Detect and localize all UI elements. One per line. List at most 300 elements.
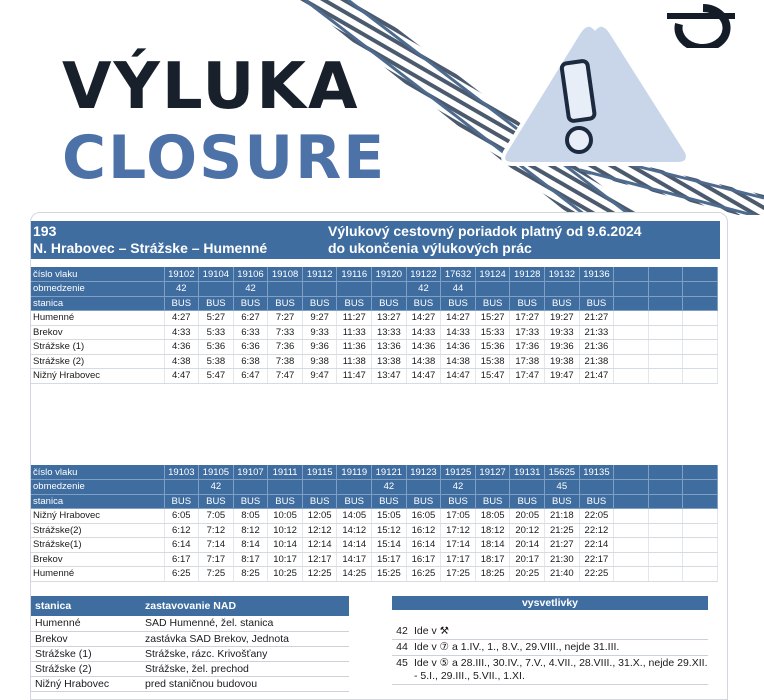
table-row-label: Humenné bbox=[31, 567, 164, 582]
table-row-cell: 12:25 bbox=[302, 567, 337, 582]
table-row-cell: 7:38 bbox=[268, 354, 303, 369]
legend-item bbox=[392, 640, 708, 656]
table-row-cell: 15:33 bbox=[475, 325, 510, 340]
restriction-row-cell bbox=[199, 282, 234, 297]
table-row-cell: 20:12 bbox=[510, 523, 545, 538]
table-row-label: Humenné bbox=[31, 311, 164, 326]
station-mode-row-cell: BUS bbox=[268, 494, 303, 509]
train-number-row-cell: 17632 bbox=[441, 267, 476, 282]
restriction-row-cell bbox=[579, 480, 614, 495]
table-row-cell: 14:05 bbox=[337, 509, 372, 524]
table-row-cell: 9:47 bbox=[302, 369, 337, 384]
table-row bbox=[31, 552, 718, 567]
table-row-cell bbox=[683, 509, 718, 524]
train-number-row-cell bbox=[648, 465, 683, 480]
station-mode-row bbox=[31, 296, 718, 311]
restriction-row-cell bbox=[545, 282, 580, 297]
stop-station: Strážske (2) bbox=[31, 662, 141, 677]
station-mode-row-cell: BUS bbox=[268, 296, 303, 311]
station-mode-row-cell: BUS bbox=[233, 494, 268, 509]
table-row-cell: 9:33 bbox=[302, 325, 337, 340]
table-row-cell: 6:38 bbox=[233, 354, 268, 369]
table-row-cell: 7:12 bbox=[199, 523, 234, 538]
table-row-cell: 17:47 bbox=[510, 369, 545, 384]
train-number-row-cell bbox=[648, 267, 683, 282]
table-row-cell: 19:27 bbox=[545, 311, 580, 326]
station-mode-row-cell: BUS bbox=[372, 296, 407, 311]
restriction-row-cell: 42 bbox=[441, 480, 476, 495]
table-row-cell: 12:14 bbox=[302, 538, 337, 553]
table-row-cell: 5:38 bbox=[199, 354, 234, 369]
legend-code: 45 bbox=[396, 657, 408, 669]
table-row-cell: 13:47 bbox=[372, 369, 407, 384]
route-name: N. Hrabovec – Strážske – Humenné bbox=[33, 240, 268, 256]
table-row-cell: 6:27 bbox=[233, 311, 268, 326]
table-row-cell bbox=[648, 325, 683, 340]
station-mode-row-cell bbox=[648, 494, 683, 509]
restriction-row-cell bbox=[475, 480, 510, 495]
table-row-cell: 15:38 bbox=[475, 354, 510, 369]
table-row-cell: 21:18 bbox=[545, 509, 580, 524]
zssk-logo-icon bbox=[665, 2, 737, 48]
table-row-cell: 17:38 bbox=[510, 354, 545, 369]
table-row-cell: 13:27 bbox=[372, 311, 407, 326]
table-row-cell: 9:27 bbox=[302, 311, 337, 326]
table-row-cell: 18:25 bbox=[475, 567, 510, 582]
table-row-cell: 22:17 bbox=[579, 552, 614, 567]
table-row-cell bbox=[648, 311, 683, 326]
table-row-cell bbox=[614, 567, 649, 582]
restriction-row-cell bbox=[648, 480, 683, 495]
table-row-cell bbox=[683, 567, 718, 582]
table-row-cell: 21:40 bbox=[545, 567, 580, 582]
table-row-cell: 16:17 bbox=[406, 552, 441, 567]
train-number-row-cell: 15625 bbox=[545, 465, 580, 480]
table-row-label: Strážske(1) bbox=[31, 538, 164, 553]
station-mode-row-cell: BUS bbox=[545, 494, 580, 509]
train-number-row-cell: 19115 bbox=[302, 465, 337, 480]
restriction-row bbox=[31, 282, 718, 297]
station-mode-row-cell: BUS bbox=[510, 494, 545, 509]
table-row-label: Nižný Hrabovec bbox=[31, 369, 164, 384]
train-number-row-cell: 19131 bbox=[510, 465, 545, 480]
table-row-cell: 13:38 bbox=[372, 354, 407, 369]
legend-code: 42 bbox=[396, 625, 408, 637]
table-row-cell: 15:05 bbox=[372, 509, 407, 524]
table-row-cell: 21:25 bbox=[545, 523, 580, 538]
station-mode-row-cell: BUS bbox=[406, 296, 441, 311]
station-mode-row-cell: BUS bbox=[302, 494, 337, 509]
table-row-cell: 16:12 bbox=[406, 523, 441, 538]
table-row-cell: 16:14 bbox=[406, 538, 441, 553]
table-row bbox=[31, 616, 349, 631]
table-row-cell: 15:27 bbox=[475, 311, 510, 326]
train-number-row-label: číslo vlaku bbox=[31, 465, 164, 480]
stop-station: Brekov bbox=[31, 631, 141, 646]
table-row-cell: 6:36 bbox=[233, 340, 268, 355]
table-row-cell: 10:17 bbox=[268, 552, 303, 567]
table-row-cell: 14:36 bbox=[441, 340, 476, 355]
table-row-label: Strážske (2) bbox=[31, 354, 164, 369]
restriction-row-cell bbox=[337, 480, 372, 495]
station-mode-row-cell: BUS bbox=[441, 296, 476, 311]
station-mode-row-cell: BUS bbox=[302, 296, 337, 311]
timetable-direction-hrabovec-humenne bbox=[31, 465, 718, 582]
legend-item bbox=[392, 624, 708, 640]
restriction-row-cell: 42 bbox=[372, 480, 407, 495]
station-mode-row-cell: BUS bbox=[199, 494, 234, 509]
station-mode-row-cell: BUS bbox=[545, 296, 580, 311]
table-row-cell bbox=[614, 354, 649, 369]
table-row-cell: 14:27 bbox=[406, 311, 441, 326]
route-number: 193 bbox=[33, 223, 57, 239]
table-row-cell bbox=[614, 325, 649, 340]
train-number-row-cell bbox=[683, 465, 718, 480]
train-number-row-cell: 19123 bbox=[406, 465, 441, 480]
table-row-cell bbox=[683, 369, 718, 384]
station-mode-row-cell bbox=[648, 296, 683, 311]
table-row bbox=[31, 369, 718, 384]
table-row bbox=[31, 646, 349, 661]
table-row-cell: 6:12 bbox=[164, 523, 199, 538]
station-mode-row-cell: BUS bbox=[579, 296, 614, 311]
table-row-cell bbox=[648, 354, 683, 369]
legend-text: Ide v ⚒ bbox=[414, 625, 450, 637]
table-row-cell: 12:12 bbox=[302, 523, 337, 538]
table-row bbox=[31, 567, 718, 582]
table-row bbox=[31, 631, 349, 646]
table-row-cell: 17:14 bbox=[441, 538, 476, 553]
legend-item bbox=[392, 656, 708, 685]
table-row-cell: 22:25 bbox=[579, 567, 614, 582]
train-number-row-cell: 19106 bbox=[233, 267, 268, 282]
table-row-cell: 19:38 bbox=[545, 354, 580, 369]
table-row-cell: 8:17 bbox=[233, 552, 268, 567]
table-row bbox=[31, 311, 718, 326]
table-row-cell: 8:14 bbox=[233, 538, 268, 553]
table-row-cell: 21:30 bbox=[545, 552, 580, 567]
table-row-cell: 10:05 bbox=[268, 509, 303, 524]
train-number-row-cell: 19102 bbox=[164, 267, 199, 282]
legend-title: vysvetlivky bbox=[392, 596, 708, 610]
restriction-row-cell bbox=[372, 282, 407, 297]
stop-station: Nižný Hrabovec bbox=[31, 677, 141, 692]
restriction-row-cell bbox=[406, 480, 441, 495]
table-row-cell bbox=[648, 538, 683, 553]
table-row-cell: 19:47 bbox=[545, 369, 580, 384]
restriction-row-cell bbox=[268, 282, 303, 297]
station-mode-row-cell: BUS bbox=[441, 494, 476, 509]
table-row-cell: 6:33 bbox=[233, 325, 268, 340]
train-number-row-cell: 19122 bbox=[406, 267, 441, 282]
table-row-cell: 21:38 bbox=[579, 354, 614, 369]
table-row-cell: 19:36 bbox=[545, 340, 580, 355]
legend-text: Ide v ⑦ a 1.IV., 1., 8.V., 29.VIII., nejde 31.III. bbox=[414, 641, 620, 653]
table-row-cell: 15:47 bbox=[475, 369, 510, 384]
table-row-cell: 17:12 bbox=[441, 523, 476, 538]
restriction-row-cell bbox=[510, 480, 545, 495]
station-mode-row-label: stanica bbox=[31, 296, 164, 311]
table-row-cell: 14:25 bbox=[337, 567, 372, 582]
table-row bbox=[31, 509, 718, 524]
restriction-row-cell: 42 bbox=[233, 282, 268, 297]
train-number-row-cell: 19105 bbox=[199, 465, 234, 480]
station-mode-row bbox=[31, 494, 718, 509]
table-row-cell: 11:27 bbox=[337, 311, 372, 326]
table-row-cell bbox=[648, 369, 683, 384]
table-row-cell: 16:05 bbox=[406, 509, 441, 524]
table-row-cell: 20:14 bbox=[510, 538, 545, 553]
table-row-cell: 21:36 bbox=[579, 340, 614, 355]
table-row-cell bbox=[683, 538, 718, 553]
table-row-cell: 17:33 bbox=[510, 325, 545, 340]
train-number-row-cell: 19104 bbox=[199, 267, 234, 282]
table-row-cell bbox=[648, 567, 683, 582]
table-row-cell: 6:25 bbox=[164, 567, 199, 582]
table-row-cell: 7:27 bbox=[268, 311, 303, 326]
station-mode-row-cell: BUS bbox=[510, 296, 545, 311]
table-row bbox=[31, 677, 349, 692]
train-number-row-cell: 19111 bbox=[268, 465, 303, 480]
table-row-cell: 14:47 bbox=[406, 369, 441, 384]
table-row-cell: 11:38 bbox=[337, 354, 372, 369]
table-row-label: Strážske(2) bbox=[31, 523, 164, 538]
table-row-cell: 21:33 bbox=[579, 325, 614, 340]
stop-station: Strážske (1) bbox=[31, 646, 141, 661]
table-row-cell: 14:17 bbox=[337, 552, 372, 567]
train-number-row-cell: 19107 bbox=[233, 465, 268, 480]
station-mode-row-label: stanica bbox=[31, 494, 164, 509]
train-number-row bbox=[31, 267, 718, 282]
table-row-cell: 14:27 bbox=[441, 311, 476, 326]
table-row-cell: 17:17 bbox=[441, 552, 476, 567]
table-row-cell bbox=[648, 340, 683, 355]
table-row-cell: 15:17 bbox=[372, 552, 407, 567]
table-row-cell: 17:05 bbox=[441, 509, 476, 524]
table-row-cell: 5:27 bbox=[199, 311, 234, 326]
train-number-row-cell: 19119 bbox=[337, 465, 372, 480]
stop-station: Humenné bbox=[31, 616, 141, 631]
restriction-row-cell bbox=[164, 480, 199, 495]
restriction-row-cell bbox=[614, 480, 649, 495]
restriction-row-cell: 45 bbox=[545, 480, 580, 495]
train-number-row-cell: 19108 bbox=[268, 267, 303, 282]
table-row-cell: 7:47 bbox=[268, 369, 303, 384]
table-row-cell: 10:12 bbox=[268, 523, 303, 538]
table-row-cell: 8:12 bbox=[233, 523, 268, 538]
table-row-cell: 7:14 bbox=[199, 538, 234, 553]
stops-header-stop: zastavovanie NAD bbox=[141, 596, 349, 616]
table-row-cell: 14:12 bbox=[337, 523, 372, 538]
table-row-cell: 17:36 bbox=[510, 340, 545, 355]
train-number-row-cell bbox=[614, 267, 649, 282]
train-number-row-cell: 19112 bbox=[302, 267, 337, 282]
table-row-cell: 4:38 bbox=[164, 354, 199, 369]
table-row-cell: 14:38 bbox=[441, 354, 476, 369]
restriction-row-cell bbox=[510, 282, 545, 297]
table-row-cell: 13:33 bbox=[372, 325, 407, 340]
table-row-cell: 22:05 bbox=[579, 509, 614, 524]
table-row-cell: 14:33 bbox=[441, 325, 476, 340]
restriction-row-cell: 44 bbox=[441, 282, 476, 297]
table-row-cell: 20:17 bbox=[510, 552, 545, 567]
table-row-cell: 9:36 bbox=[302, 340, 337, 355]
table-row-label: Brekov bbox=[31, 325, 164, 340]
station-mode-row-cell bbox=[614, 494, 649, 509]
table-row-cell: 15:25 bbox=[372, 567, 407, 582]
table-row-cell: 11:47 bbox=[337, 369, 372, 384]
table-row-cell: 17:27 bbox=[510, 311, 545, 326]
table-row-cell: 15:36 bbox=[475, 340, 510, 355]
table-row-cell: 22:14 bbox=[579, 538, 614, 553]
train-number-row-cell: 19125 bbox=[441, 465, 476, 480]
table-row-cell bbox=[614, 311, 649, 326]
timetable-direction-humenne-hrabovec bbox=[31, 267, 718, 384]
table-row-cell: 22:12 bbox=[579, 523, 614, 538]
table-row bbox=[31, 523, 718, 538]
restriction-row-label: obmedzenie bbox=[31, 282, 164, 297]
train-number-row bbox=[31, 465, 718, 480]
train-number-row-cell: 19116 bbox=[337, 267, 372, 282]
station-mode-row-cell: BUS bbox=[337, 494, 372, 509]
table-row-cell bbox=[614, 538, 649, 553]
restriction-row-cell: 42 bbox=[199, 480, 234, 495]
station-mode-row-cell: BUS bbox=[475, 494, 510, 509]
validity-line-1: Výlukový cestovný poriadok platný od 9.6.2024 bbox=[328, 223, 642, 239]
table-row-cell: 10:14 bbox=[268, 538, 303, 553]
table-row-cell: 16:25 bbox=[406, 567, 441, 582]
train-number-row-cell: 19128 bbox=[510, 267, 545, 282]
table-row-cell: 8:25 bbox=[233, 567, 268, 582]
table-row-cell: 18:17 bbox=[475, 552, 510, 567]
table-row-cell: 12:05 bbox=[302, 509, 337, 524]
table-row-cell: 10:25 bbox=[268, 567, 303, 582]
table-row-cell: 18:05 bbox=[475, 509, 510, 524]
restriction-row-cell bbox=[302, 282, 337, 297]
table-row-cell: 14:33 bbox=[406, 325, 441, 340]
table-row-cell: 20:25 bbox=[510, 567, 545, 582]
train-number-row-cell bbox=[683, 267, 718, 282]
table-row-cell: 7:17 bbox=[199, 552, 234, 567]
table-row-cell: 18:14 bbox=[475, 538, 510, 553]
table-row-cell bbox=[614, 509, 649, 524]
stop-location: zastávka SAD Brekov, Jednota bbox=[141, 631, 349, 646]
table-row-cell bbox=[683, 311, 718, 326]
stop-location: Strážske, žel. prechod bbox=[141, 662, 349, 677]
table-row-cell: 14:38 bbox=[406, 354, 441, 369]
table-row-cell: 7:25 bbox=[199, 567, 234, 582]
table-row bbox=[31, 354, 718, 369]
train-number-row-cell: 19127 bbox=[475, 465, 510, 480]
legend-text: Ide v ⑤ a 28.III., 30.IV., 7.V., 4.VII., 28.VIII., 31.X., nejde 29.XII. - 5.I., 29.III., 5.VII., 1.XI. bbox=[414, 657, 708, 682]
table-row-cell: 4:36 bbox=[164, 340, 199, 355]
table-row-cell: 6:47 bbox=[233, 369, 268, 384]
restriction-row-cell bbox=[337, 282, 372, 297]
station-mode-row-cell: BUS bbox=[579, 494, 614, 509]
train-number-row-cell: 19120 bbox=[372, 267, 407, 282]
table-row-cell: 8:05 bbox=[233, 509, 268, 524]
table-row-cell: 6:14 bbox=[164, 538, 199, 553]
station-mode-row-cell: BUS bbox=[372, 494, 407, 509]
station-mode-row-cell: BUS bbox=[337, 296, 372, 311]
table-row bbox=[31, 325, 718, 340]
table-row-cell: 17:25 bbox=[441, 567, 476, 582]
closure-title-slovak: VÝLUKA bbox=[62, 50, 360, 124]
stop-location: SAD Humenné, žel. stanica bbox=[141, 616, 349, 631]
restriction-row-cell bbox=[648, 282, 683, 297]
restriction-row-cell bbox=[233, 480, 268, 495]
table-row-cell bbox=[683, 340, 718, 355]
station-mode-row-cell: BUS bbox=[199, 296, 234, 311]
table-row-cell: 14:36 bbox=[406, 340, 441, 355]
train-number-row-label: číslo vlaku bbox=[31, 267, 164, 282]
table-row-label: Brekov bbox=[31, 552, 164, 567]
stops-header-row bbox=[31, 596, 349, 616]
restriction-row-label: obmedzenie bbox=[31, 480, 164, 495]
table-row-label: Nižný Hrabovec bbox=[31, 509, 164, 524]
station-mode-row-cell: BUS bbox=[475, 296, 510, 311]
station-mode-row-cell: BUS bbox=[233, 296, 268, 311]
table-row-cell: 7:36 bbox=[268, 340, 303, 355]
table-row-cell: 11:33 bbox=[337, 325, 372, 340]
table-row-cell: 6:05 bbox=[164, 509, 199, 524]
table-row-cell: 5:36 bbox=[199, 340, 234, 355]
table-row-cell: 9:38 bbox=[302, 354, 337, 369]
train-number-row-cell: 19124 bbox=[475, 267, 510, 282]
table-row-cell: 5:33 bbox=[199, 325, 234, 340]
restriction-row-cell bbox=[268, 480, 303, 495]
route-header bbox=[31, 221, 720, 259]
table-row-cell bbox=[614, 340, 649, 355]
table-row-cell: 19:33 bbox=[545, 325, 580, 340]
table-row-cell bbox=[683, 354, 718, 369]
stop-location: pred staničnou budovou bbox=[141, 677, 349, 692]
table-row-cell bbox=[614, 369, 649, 384]
train-number-row-cell: 19121 bbox=[372, 465, 407, 480]
table-row-cell: 14:47 bbox=[441, 369, 476, 384]
closure-title-english: CLOSURE bbox=[62, 123, 387, 193]
train-number-row-cell: 19103 bbox=[164, 465, 199, 480]
restriction-row-cell bbox=[683, 480, 718, 495]
table-row bbox=[31, 340, 718, 355]
legend bbox=[392, 596, 708, 685]
station-mode-row-cell bbox=[683, 494, 718, 509]
table-row-cell: 21:47 bbox=[579, 369, 614, 384]
train-number-row-cell: 19136 bbox=[579, 267, 614, 282]
legend-code: 44 bbox=[396, 641, 408, 653]
table-row-cell: 4:47 bbox=[164, 369, 199, 384]
table-row-cell: 5:47 bbox=[199, 369, 234, 384]
bus-stops-table bbox=[31, 596, 349, 692]
restriction-row-cell: 42 bbox=[406, 282, 441, 297]
restriction-row-cell bbox=[579, 282, 614, 297]
table-row-cell: 18:12 bbox=[475, 523, 510, 538]
table-row-cell: 7:05 bbox=[199, 509, 234, 524]
restriction-row-cell bbox=[475, 282, 510, 297]
train-number-row-cell: 19135 bbox=[579, 465, 614, 480]
table-row-cell: 13:36 bbox=[372, 340, 407, 355]
table-row-cell: 21:27 bbox=[579, 311, 614, 326]
table-row-cell: 15:14 bbox=[372, 538, 407, 553]
table-row-cell bbox=[648, 552, 683, 567]
table-row-cell: 12:17 bbox=[302, 552, 337, 567]
table-row-cell: 20:05 bbox=[510, 509, 545, 524]
table-row-cell: 11:36 bbox=[337, 340, 372, 355]
station-mode-row-cell bbox=[614, 296, 649, 311]
station-mode-row-cell: BUS bbox=[164, 296, 199, 311]
table-row-cell bbox=[648, 509, 683, 524]
table-row-cell bbox=[648, 523, 683, 538]
